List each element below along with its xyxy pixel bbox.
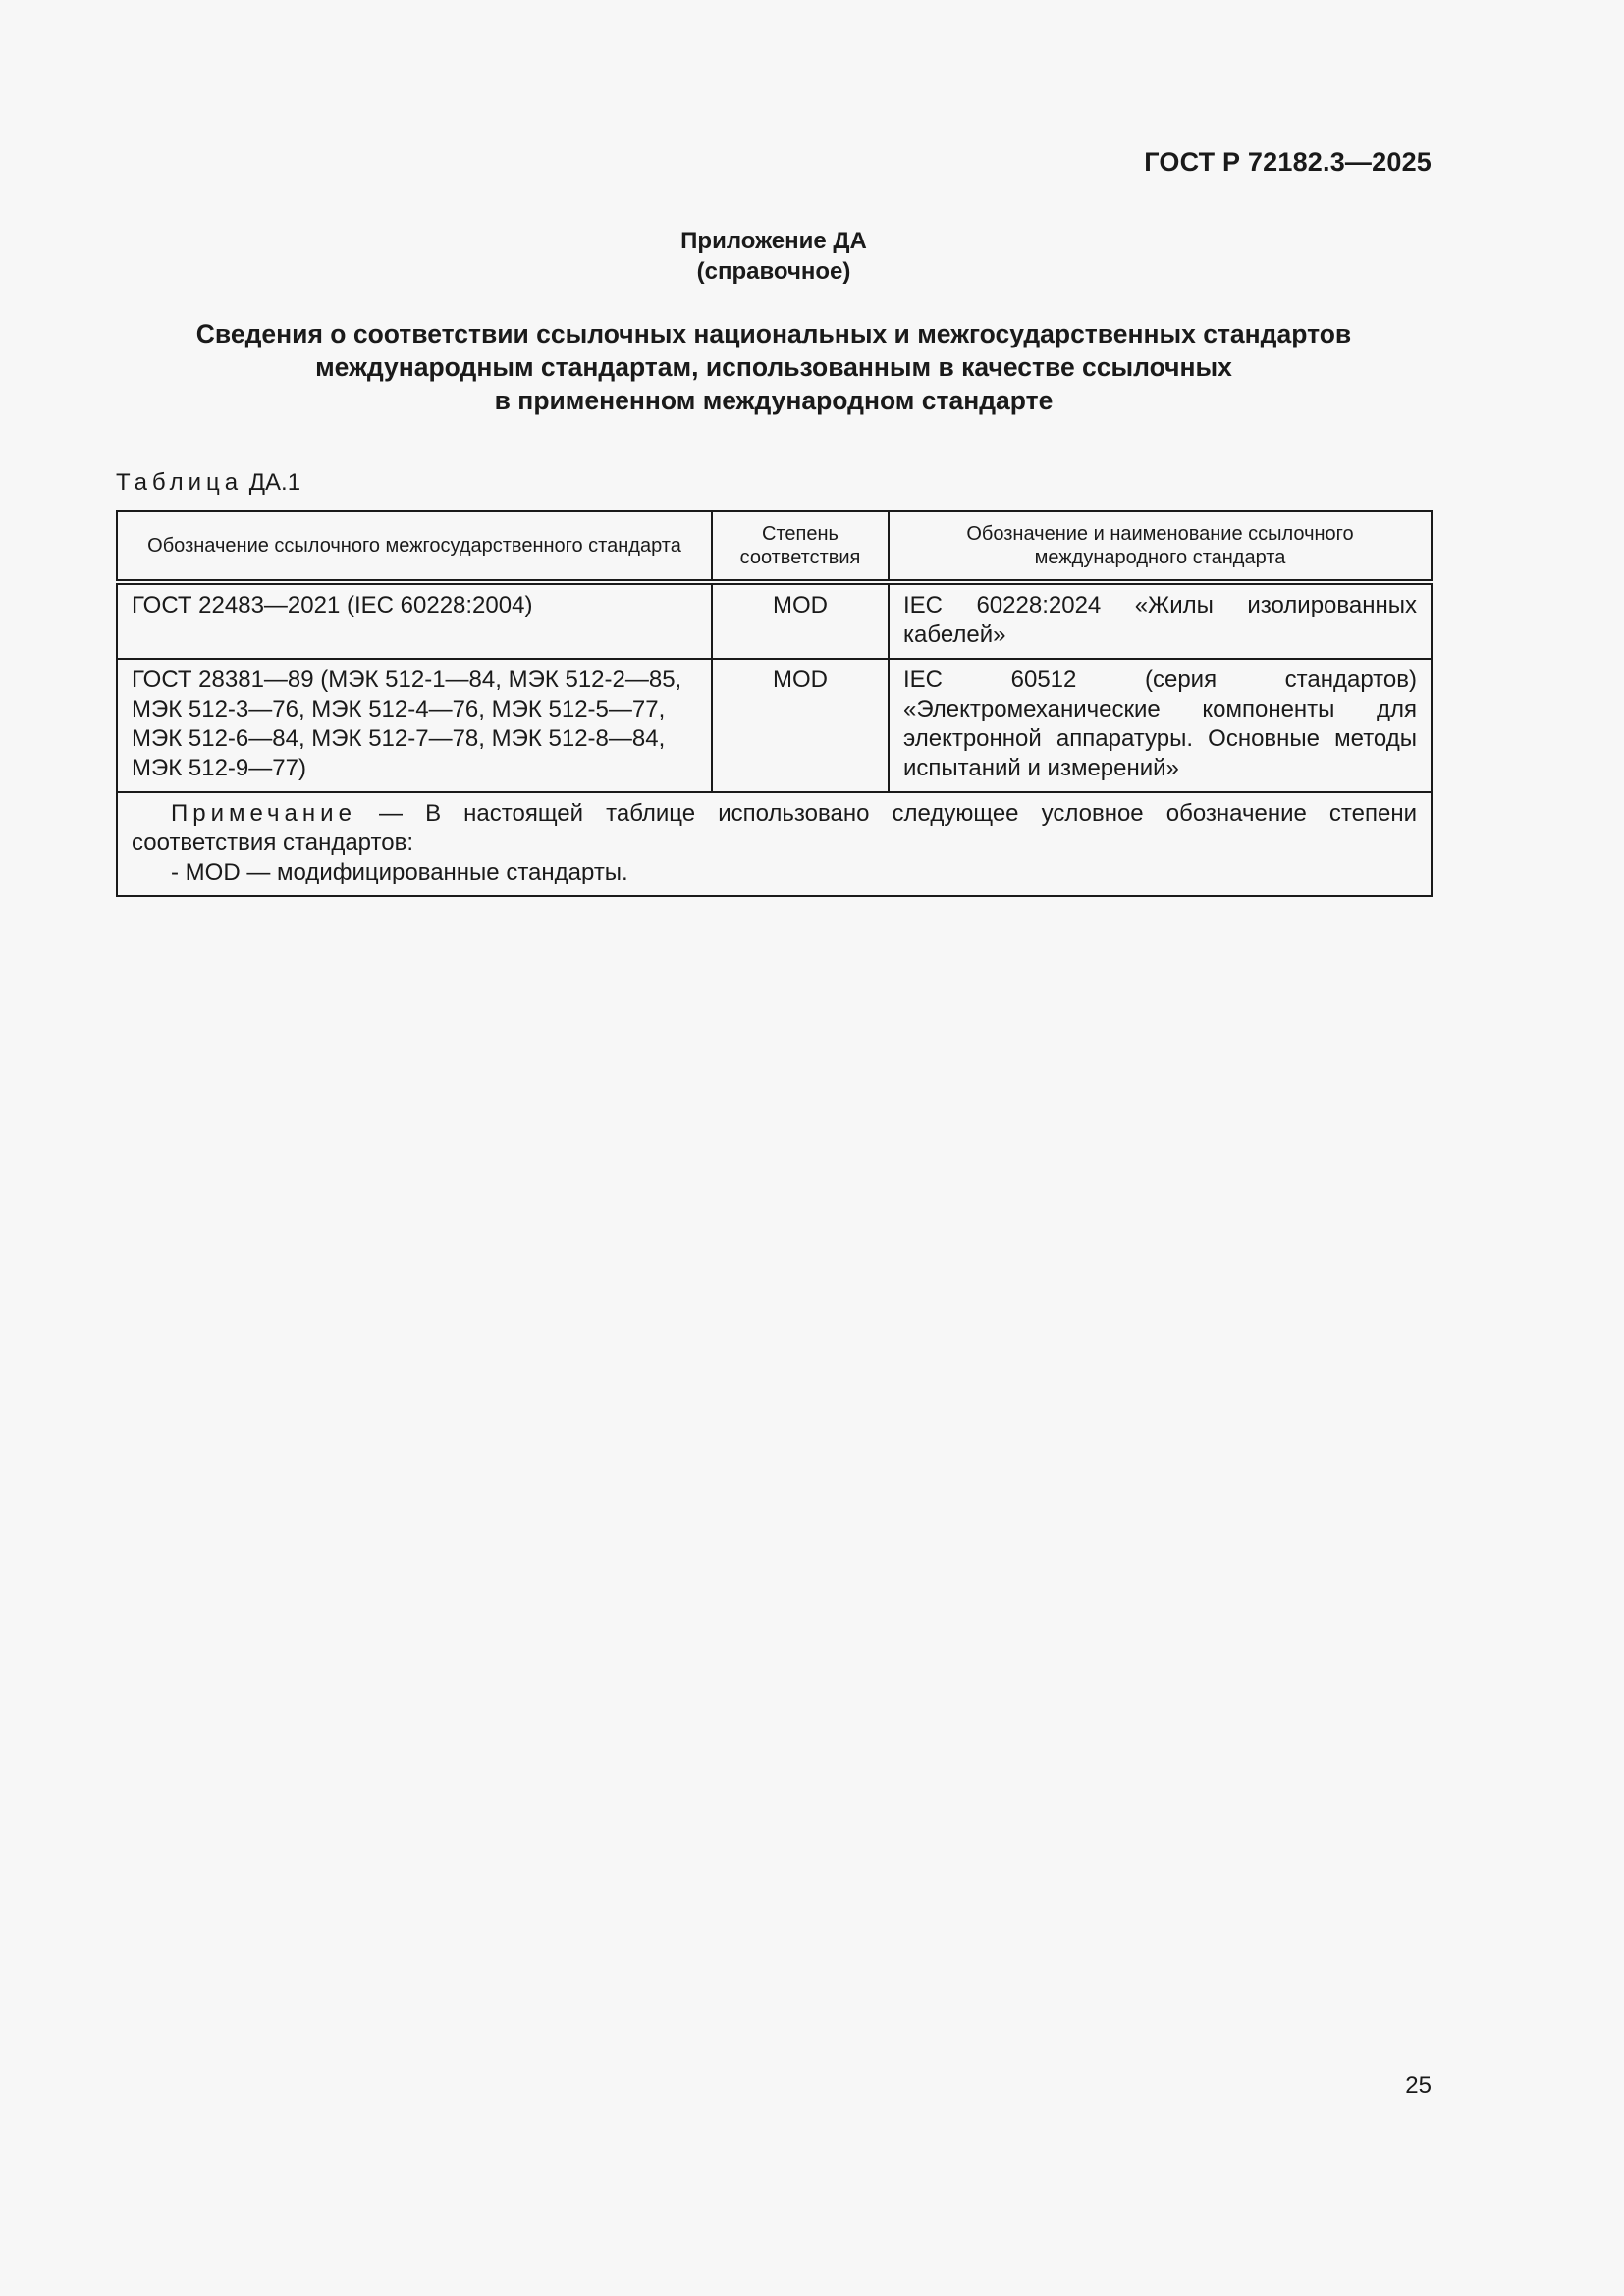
degree-cell: MOD [712,659,889,792]
ref-standard-cell: ГОСТ 22483—2021 (IEC 60228:2004) [117,582,712,659]
ref-standard-cell: ГОСТ 28381—89 (МЭК 512-1—84, МЭК 512-2—85, МЭК 512-3—76, МЭК 512-4—76, МЭК 512-5—77, МЭК 512-6—84, МЭК 512-7—78, МЭК 512-8—84, МЭК 512-9—77) [117,659,712,792]
note-text: — В настоящей таблице использовано следующее условное обозначение степени соответствия стандартов: [132,800,1417,856]
header-degree: Степень соответствия [712,511,889,582]
document-code: ГОСТ Р 72182.3—2025 [1144,147,1432,177]
table-note-row [117,792,1432,896]
table-caption-id: ДА.1 [248,469,301,496]
reference-table [116,510,1433,897]
header-ref-standard: Обозначение ссылочного межгосударственного стандарта [117,511,712,582]
intl-standard-cell: IEC 60228:2024 «Жилы изолированных кабелей» [889,582,1432,659]
note-label: Примечание [171,800,356,827]
table-row [117,659,1432,792]
table-note [117,792,1432,896]
table-caption-word: Таблица [116,469,244,496]
header-intl-standard: Обозначение и наименование ссылочного международного стандарта [889,511,1432,582]
table-header-row [117,511,1432,582]
appendix-heading [0,226,1547,287]
main-title-line-2: международным стандартам, использованным в качестве ссылочных [315,352,1232,382]
page-number: 25 [1405,2072,1432,2099]
appendix-subtitle: (справочное) [696,258,851,285]
table-row [117,582,1432,659]
main-title-line-3: в примененном международном стандарте [494,386,1054,415]
table-caption [116,469,300,497]
appendix-title: Приложение ДА [680,228,867,254]
intl-standard-cell: IEC 60512 (серия стандартов) «Электромеханические компоненты для электронной аппаратуры. Основные методы испытаний и измерений» [889,659,1432,792]
main-title [79,317,1469,417]
note-item: - MOD — модифицированные стандарты. [171,859,628,885]
degree-cell: MOD [712,582,889,659]
main-title-line-1: Сведения о соответствии ссылочных национальных и межгосударственных стандартов [195,319,1352,348]
